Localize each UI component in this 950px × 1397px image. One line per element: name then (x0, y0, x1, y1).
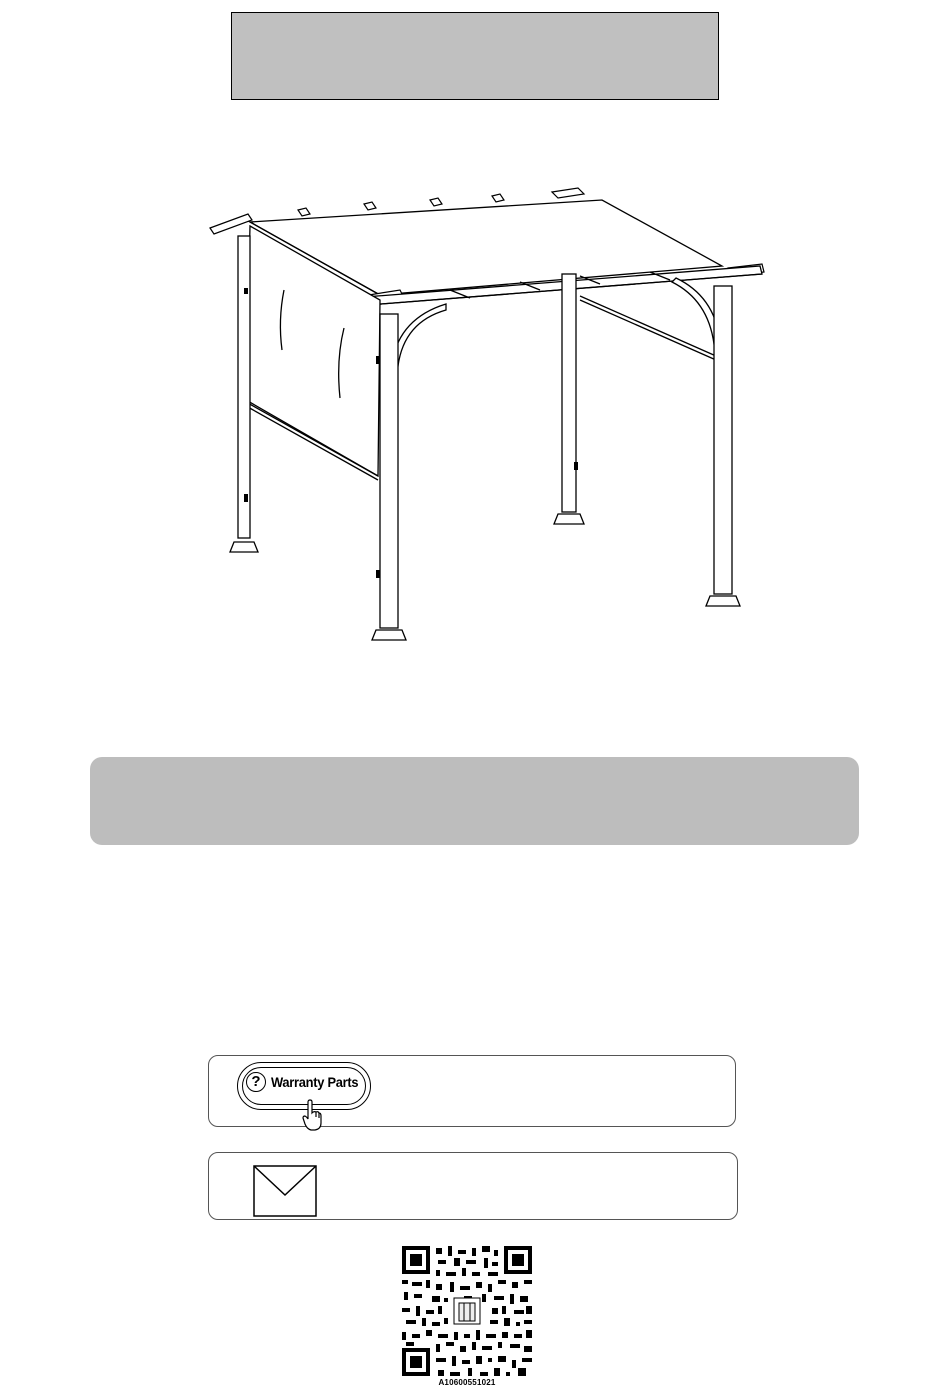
section-banner (90, 757, 859, 845)
qr-code-image[interactable] (402, 1246, 532, 1376)
warranty-box (208, 1055, 736, 1127)
post-bases (230, 514, 740, 640)
title-box (231, 12, 719, 100)
pergola-drawing (200, 180, 780, 650)
qr-center-logo (454, 1298, 480, 1324)
email-contact-box (208, 1152, 738, 1220)
pointing-hand-icon (302, 1099, 322, 1131)
envelope-icon (253, 1165, 317, 1217)
right-shade-bar (580, 296, 716, 360)
qr-code-text: A10600551021 (438, 1378, 496, 1387)
help-circle-icon: ? (246, 1072, 266, 1092)
warranty-parts-label: Warranty Parts (271, 1074, 359, 1090)
warranty-parts-button[interactable] (237, 1062, 371, 1110)
